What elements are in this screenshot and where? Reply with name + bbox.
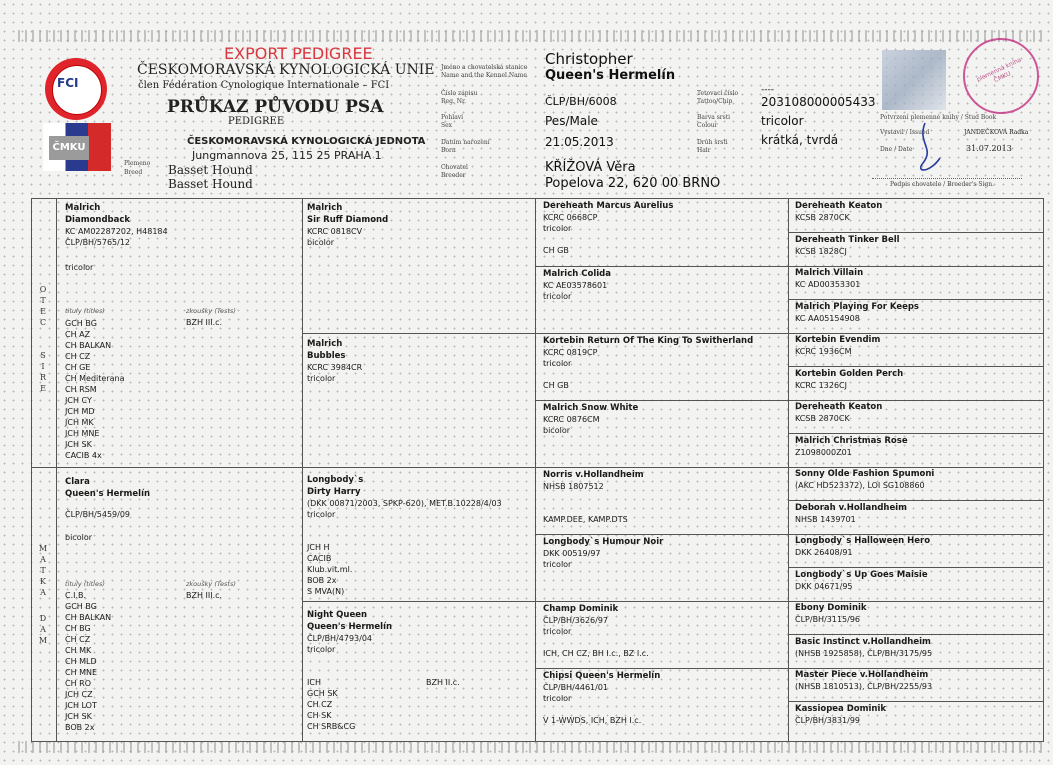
grandparent-4 (307, 609, 392, 655)
ggp-title: V 1-WWDS, ICH, BZH I.c. (543, 716, 642, 725)
ggp-reg: DKK 00519/97 (543, 549, 601, 558)
gp-name-line1: Longbody`s (307, 475, 364, 485)
dog-name-line2: Queen's Hermelín (545, 68, 676, 83)
side-letter: D (39, 614, 47, 623)
dam-tests: BZH III.c. (186, 591, 223, 600)
grandparent-1 (307, 202, 388, 248)
gggp-name: Dereheath Tinker Bell (795, 234, 900, 245)
gggp-reg: KCRC 1936CM (795, 347, 852, 356)
breeder-sign-label: Podpis chovatele / Breeder's Sign. (890, 181, 994, 188)
breed-label-cz: Plemeno (124, 160, 151, 167)
export-pedigree-title: EXPORT PEDIGREE (224, 44, 373, 63)
dog-colour: tricolor (761, 114, 804, 128)
gggp-reg: NHSB 1439701 (795, 514, 856, 524)
organization-address: Jungmannova 25, 115 25 PRAHA 1 (192, 149, 382, 162)
sire-reg2: ČLP/BH/5765/12 (65, 238, 130, 247)
great-great-grandparent-cell (795, 267, 863, 290)
sex-label-en: Sex (441, 122, 453, 129)
sire-reg: KC AM02287202, H48184 (65, 227, 168, 236)
great-grandparent-cell (543, 670, 660, 704)
title-item: BOB 2x (307, 576, 337, 585)
title-item: ICH (307, 678, 321, 687)
born-label-en: Born (441, 147, 456, 154)
issue-date: 31.07.2013 (966, 144, 1012, 153)
title-item: CH GE (65, 363, 91, 372)
gp-name-line1: Malrich (307, 203, 343, 213)
gggp-reg: KC AA05154908 (795, 313, 860, 323)
dam-tests-label: zkoušky (Tests) (186, 580, 236, 588)
title-item: GCH BG (65, 319, 97, 328)
gggp-reg: KC AD00353301 (795, 280, 861, 289)
side-letter: M (38, 636, 48, 645)
title-item: CH SK (307, 711, 332, 720)
title-item: CH MLD (65, 657, 97, 666)
ggp-name: Dereheath Marcus Aurelius (543, 201, 674, 211)
title-item: Klub.vit.ml. (307, 565, 353, 574)
side-letter: S (40, 351, 46, 360)
gggp-reg: DKK 26408/91 (795, 548, 853, 557)
ggp-colour: tricolor (543, 694, 572, 703)
side-letter: A (40, 588, 46, 597)
ggp-colour: tricolor (543, 560, 572, 569)
gggp-reg: KCRC 1326CJ (795, 380, 847, 390)
title-item: BOB 2x (65, 723, 95, 732)
born-label-cz: Datum narození (441, 139, 490, 146)
gggp-name: Longbody`s Up Goes Maisie (795, 569, 928, 580)
title-item: CH BALKAN (65, 613, 112, 622)
dam-colour: bicolor (65, 533, 92, 542)
gggp-name: Malrich Playing For Keeps (795, 301, 919, 312)
side-letter: I (41, 362, 45, 371)
breed-label-en: Breed (124, 169, 143, 176)
gggp-reg: KCSB 2870CK (795, 414, 850, 423)
title-item: CH BALKAN (65, 341, 112, 350)
grandparent-3 (307, 474, 502, 520)
title-item: GCH SK (307, 689, 338, 698)
ggp-reg: ČLP/BH/3626/97 (543, 616, 608, 625)
tattoo-label-cz: Tetovací číslo (697, 90, 739, 97)
great-grandparent-cell (543, 603, 618, 637)
title-item: CH CZ (65, 635, 91, 644)
grandparent-3-titles (307, 542, 352, 597)
title-item: JCH SK (65, 440, 92, 449)
great-great-grandparent-cell (795, 703, 886, 726)
title-item: JCH CY (65, 396, 92, 405)
gp-reg: (DKK 00871/2003, SPKP-620), MET.B.10228/4/03 (307, 499, 502, 508)
ggp-colour: tricolor (543, 359, 572, 368)
gggp-reg: ČLP/BH/3831/99 (795, 715, 860, 725)
great-grandparent-cell (543, 200, 673, 234)
ggp-name: Kortebin Return Of The King To Switherland (543, 336, 754, 346)
title-item: CH CZ (65, 352, 91, 361)
great-great-grandparent-cell (795, 535, 930, 558)
gp-colour: tricolor (307, 645, 336, 654)
gggp-name: Malrich Christmas Rose (795, 435, 908, 446)
grandparent-4-titles (307, 677, 355, 732)
title-item: JCH CZ (65, 690, 93, 699)
ggp-title: ICH, CH CZ, BH I.c., BZ I.c. (543, 649, 649, 658)
cmku-logo-text: ČMKU (49, 136, 89, 160)
ggp-title: CH GB (543, 246, 569, 255)
side-letter: T (40, 566, 46, 575)
great-great-grandparent-cell (795, 368, 903, 391)
colour-label-en: Colour (697, 122, 718, 129)
reg-label-cz: Číslo zápisu (441, 90, 478, 97)
dog-name-line1: Christopher (545, 50, 633, 68)
gggp-reg: ČLP/BH/3115/96 (795, 615, 860, 624)
ggp-reg: ČLP/BH/4461/01 (543, 683, 608, 692)
great-grandparent-cell (543, 469, 644, 492)
issued-by: JANDEČKOVÁ Radka (964, 129, 1029, 136)
title-item: JCH MK (65, 418, 94, 427)
side-letter: E (40, 384, 46, 393)
side-letter: O (39, 285, 47, 294)
great-great-grandparent-cell (795, 602, 867, 625)
gggp-reg: KCSB 1828CJ (795, 246, 847, 256)
gggp-name: Deborah v.Hollandheim (795, 502, 907, 513)
gp-reg: KCRC 0818CV (307, 227, 363, 236)
signature-line (872, 178, 1022, 179)
gp-name-line2: Queen's Hermelín (307, 622, 393, 632)
sire-tests-label: zkoušky (Tests) (186, 307, 236, 315)
title-item: S MVA(N) (307, 587, 345, 596)
gp-name-line2: Dirty Harry (307, 487, 361, 497)
signature-scribble (895, 118, 955, 178)
fci-cmku-logo (43, 56, 111, 173)
dog-born: 21.05.2013 (545, 135, 614, 149)
breeder-label-en: Breeder (441, 172, 466, 179)
title-item: C.I.B. (65, 591, 87, 600)
title-item: JCH H (307, 543, 330, 552)
union-name: ČESKOMORAVSKÁ KYNOLOGICKÁ UNIE (137, 62, 435, 78)
dam-name-line2: Queen's Hermelín (65, 489, 151, 499)
dam-titles (65, 590, 111, 733)
sire-tests: BZH III.c. (186, 318, 223, 327)
gggp-name: Ebony Dominik (795, 603, 867, 613)
sire-titles (65, 318, 125, 461)
gggp-reg: DKK 04671/95 (795, 581, 853, 591)
ornament-border-bottom (18, 741, 1047, 753)
hologram-sticker (882, 50, 946, 110)
gp-reg: KCRC 3984CR (307, 363, 363, 372)
great-great-grandparent-cell (795, 569, 928, 592)
side-letter: K (40, 577, 46, 586)
ggp-reg: KC AE03578601 (543, 281, 608, 290)
great-great-grandparent-cell (795, 636, 932, 659)
document-subtitle: PEDIGREE (228, 116, 285, 127)
title-item: CH Mediterana (65, 374, 125, 383)
dog-sex: Pes/Male (545, 114, 598, 128)
breeder-label-cz: Chovatel (441, 164, 468, 171)
gggp-name: Master Piece v.Hollandheim (795, 670, 929, 680)
title-item: JCH MNE (65, 429, 100, 438)
great-great-grandparent-cell (795, 301, 919, 324)
ggp-name: Longbody`s Humour Noir (543, 537, 664, 547)
ggp-reg: KCRC 0819CP (543, 348, 598, 357)
ggp-reg: KCRC 0668CP (543, 213, 598, 222)
reg-label-en: Reg. Nr. (441, 98, 467, 105)
ggp-colour: tricolor (543, 292, 572, 301)
side-letter: M (38, 544, 48, 553)
sex-label-cz: Pohlaví (441, 114, 464, 121)
sire-name-line1: Malrich (65, 203, 101, 213)
hair-label-en: Hair (697, 147, 711, 154)
ornament-border-top (18, 30, 1047, 42)
side-label-sire (37, 284, 49, 394)
sire-name-line2: Diamondback (65, 215, 131, 225)
gggp-reg: (NHSB 1925858), ČLP/BH/3175/95 (795, 648, 933, 658)
grandparent-2 (307, 338, 362, 384)
ggp-name: Chipsi Queen's Hermelín (543, 671, 661, 681)
fci-logo-text: FCI (57, 76, 79, 90)
gggp-name: Malrich Villain (795, 268, 864, 278)
side-letter: A (40, 555, 46, 564)
ggp-reg: KCRC 0876CM (543, 415, 600, 424)
title-item: CH SRB&CG (307, 722, 356, 731)
gggp-reg: (NHSB 1810513), ČLP/BH/2255/93 (795, 682, 933, 691)
great-great-grandparent-cell (795, 669, 932, 692)
gp-colour: tricolor (307, 374, 336, 383)
title-item: CH MNE (65, 668, 98, 677)
great-grandparent-cell (543, 335, 753, 369)
side-letter: E (40, 307, 46, 316)
dam-cell (65, 476, 150, 500)
ggp-name: Malrich Colida (543, 269, 611, 279)
gp-name-line1: Malrich (307, 339, 343, 349)
tattoo-label-en: Tattoo/Chip (697, 98, 733, 105)
title-item: CACIB (307, 554, 332, 563)
title-item: CH MK (65, 646, 92, 655)
name-label-cz: Jméno a chovatelská stanice (441, 64, 528, 71)
gp-reg: ČLP/BH/4793/04 (307, 634, 372, 643)
gggp-name: Sonny Olde Fashion Spumoni (795, 469, 935, 479)
gggp-name: Kortebin Evendim (795, 335, 881, 345)
dog-hair: krátká, tvrdá (761, 133, 839, 147)
grandparent-4-test: BZH II.c. (426, 678, 460, 687)
breed-value-1: Basset Hound (168, 163, 253, 177)
great-great-grandparent-cell (795, 435, 908, 458)
ggp-title: KAMP.DEE, KAMP.DTS (543, 515, 628, 524)
studbook-label: Potvrzení plemenné knihy / Stud Book (880, 114, 997, 121)
title-item: JCH SK (65, 712, 92, 721)
title-item: CH AZ (65, 330, 91, 339)
dog-breeder-name: KŘÍŽOVÁ Věra (545, 160, 636, 175)
ggp-name: Norris v.Hollandheim (543, 470, 644, 480)
gggp-name: Dereheath Keaton (795, 402, 883, 412)
organization-name: ČESKOMORAVSKÁ KYNOLOGICKÁ JEDNOTA (187, 136, 426, 147)
gp-colour: tricolor (307, 510, 336, 519)
great-grandparent-cell (543, 536, 663, 570)
dog-breeder-address: Popelova 22, 620 00 BRNO (545, 176, 721, 191)
gp-name-line1: Night Queen (307, 610, 368, 620)
name-label-en: Name and the Kennel Name (441, 72, 527, 79)
sire-titles-label: tituly (titles) (65, 307, 105, 315)
issued-label: Vystavil / Issued (880, 129, 930, 136)
great-great-grandparent-cell (795, 401, 882, 424)
fci-member-text: člen Fédération Cynologique Internationale – FCI (138, 80, 390, 91)
great-great-grandparent-cell (795, 200, 882, 223)
studbook-stamp (963, 38, 1039, 114)
tattoo-dash: ---- (761, 85, 774, 95)
great-great-grandparent-cell (795, 502, 907, 525)
great-grandparent-cell (543, 268, 611, 302)
gggp-name: Longbody`s Halloween Hero (795, 536, 931, 546)
title-item: JCH MD (65, 407, 95, 416)
dam-titles-label: tituly (titles) (65, 580, 105, 588)
ggp-colour: tricolor (543, 627, 572, 636)
great-great-grandparent-cell (795, 334, 880, 357)
ggp-title: CH GB (543, 381, 569, 390)
title-item: GCH BG (65, 602, 97, 611)
side-letter: C (39, 318, 47, 327)
gggp-reg: Z1098000Z01 (795, 447, 852, 457)
stamp-text: plemenná kniha ČMKU (975, 56, 1023, 85)
title-item: CH CZ (307, 700, 333, 709)
sire-colour: tricolor (65, 263, 94, 272)
gp-colour: bicolor (307, 238, 334, 247)
gggp-name: Kortebin Golden Perch (795, 368, 904, 379)
gggp-reg: (AKC HD523372), LOI SG108860 (795, 481, 925, 490)
title-item: JCH LOT (65, 701, 97, 710)
date-label: Dne / Date (880, 146, 913, 153)
side-label-dam (37, 543, 49, 646)
side-letter: A (40, 625, 46, 634)
side-letter: T (40, 296, 46, 305)
gggp-name: Dereheath Keaton (795, 201, 883, 211)
title-item: CH RO (65, 679, 91, 688)
dog-reg-number: ČLP/BH/6008 (545, 95, 617, 108)
colour-label-cz: Barva srsti (697, 114, 731, 121)
document-title: PRŮKAZ PŮVODU PSA (167, 97, 384, 117)
ggp-name: Champ Dominik (543, 604, 619, 614)
title-item: CH BG (65, 624, 91, 633)
ggp-name: Malrich Snow White (543, 403, 639, 413)
great-great-grandparent-cell (795, 468, 934, 491)
gggp-name: Basic Instinct v.Hollandheim (795, 636, 931, 647)
chip-number: 203108000005433 (761, 95, 876, 109)
ggp-colour: tricolor (543, 224, 572, 233)
gggp-reg: KCSB 2870CK (795, 213, 850, 222)
hair-label-cz: Druh srsti (697, 139, 728, 146)
title-item: CH RSM (65, 385, 97, 394)
title-item: CACIB 4x (65, 451, 102, 460)
dam-reg: ČLP/BH/5459/09 (65, 510, 130, 519)
sire-cell (65, 202, 168, 248)
great-great-grandparent-cell (795, 234, 900, 257)
gp-name-line2: Bubbles (307, 351, 346, 361)
gggp-name: Kassiopea Dominik (795, 703, 887, 714)
ggp-colour: bicolor (543, 426, 570, 435)
side-letter: R (39, 373, 47, 382)
great-grandparent-cell (543, 402, 638, 436)
ggp-reg: NHSB 1807512 (543, 482, 604, 491)
dam-name-line1: Clara (65, 477, 90, 487)
breed-value-2: Basset Hound (168, 177, 253, 191)
gp-name-line2: Sir Ruff Diamond (307, 215, 389, 225)
